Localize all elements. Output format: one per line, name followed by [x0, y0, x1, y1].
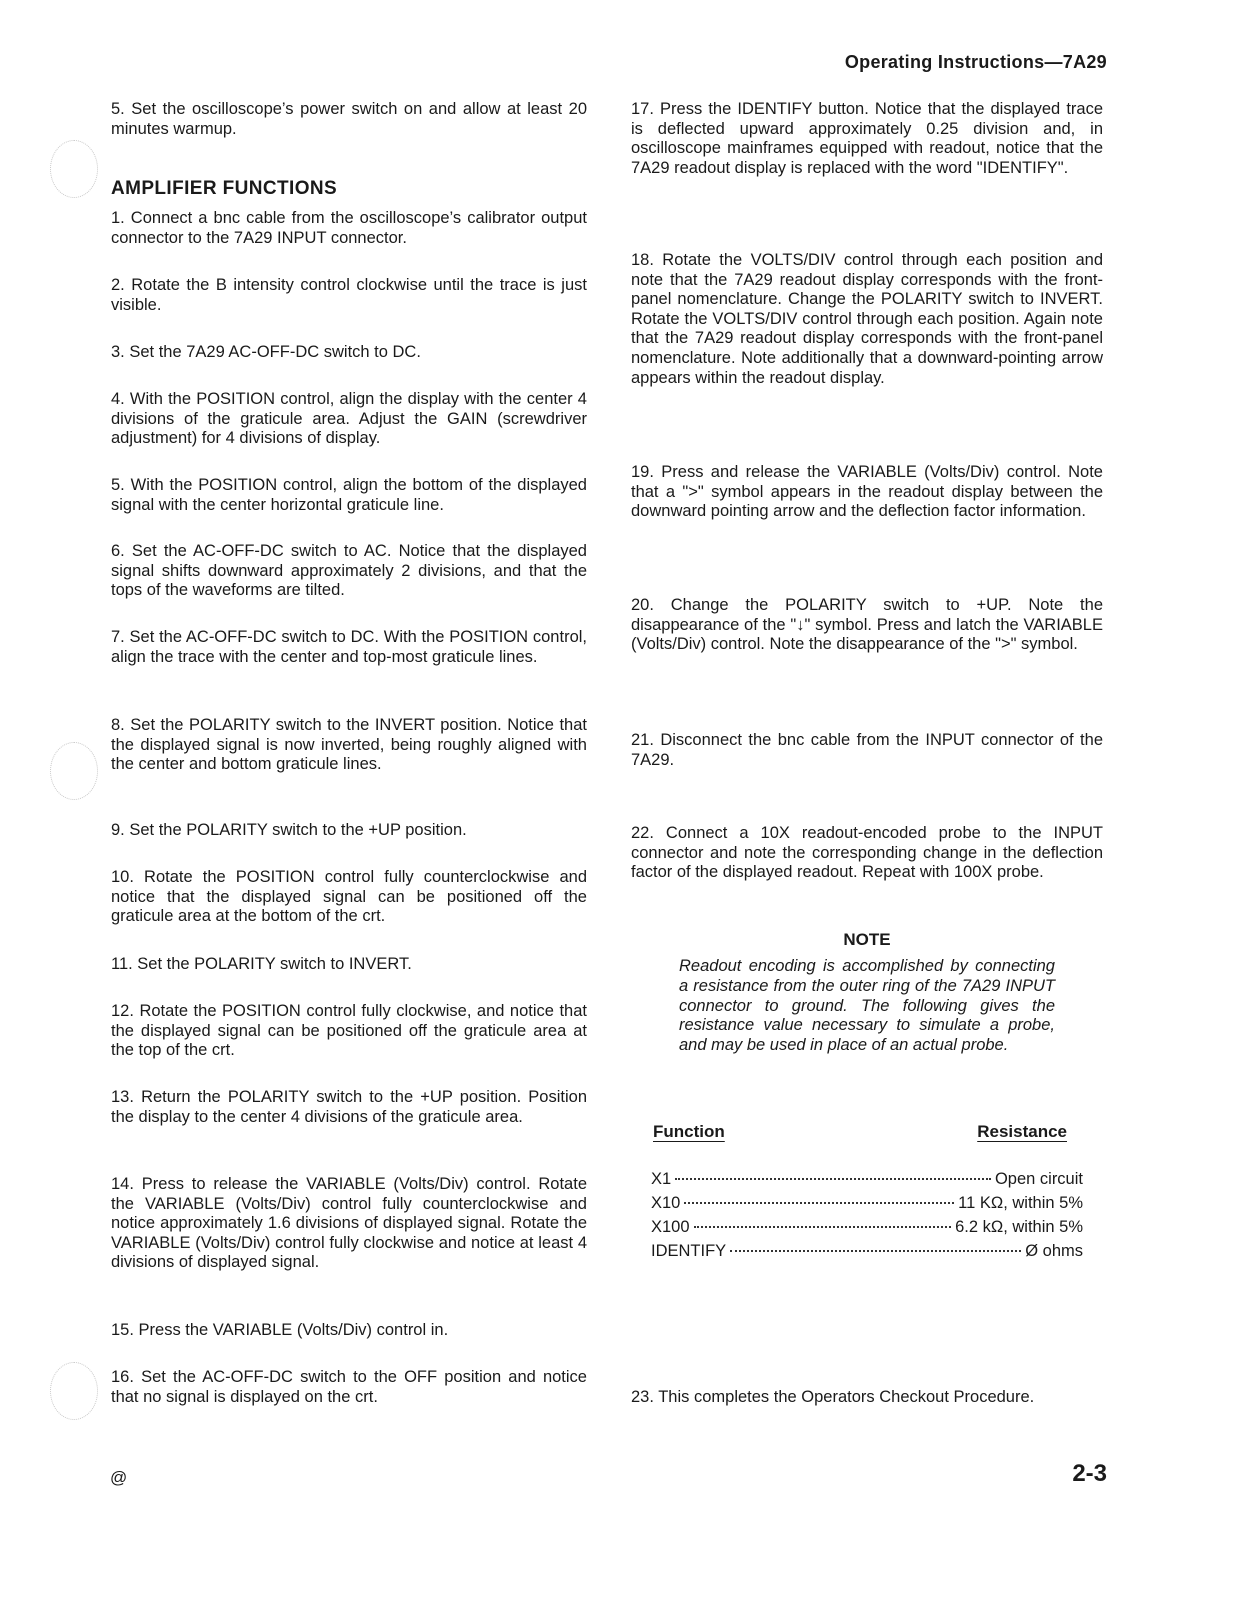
table-row — [651, 1170, 1083, 1189]
table-cell-function: X100 — [651, 1218, 690, 1236]
table-row — [651, 1194, 1083, 1213]
step-13: 13. Return the POLARITY switch to the +UP position. Position the display to the center 4 divisions of the graticule area. — [111, 1088, 587, 1126]
table-cell-resistance: Ø ohms — [1025, 1242, 1083, 1260]
table-row — [651, 1218, 1083, 1237]
table-header-resistance: Resistance — [977, 1122, 1067, 1141]
intro-step: 5. Set the oscilloscope’s power switch on and allow at least 20 minutes warmup. — [111, 100, 587, 138]
step-1: 1. Connect a bnc cable from the oscilloscope’s calibrator output connector to the 7A29 INPUT connector. — [111, 209, 587, 247]
table-cell-function: X10 — [651, 1194, 681, 1212]
punch-hole-middle — [50, 742, 98, 800]
table-cell-resistance: 11 KΩ, within 5% — [958, 1194, 1083, 1212]
step-11: 11. Set the POLARITY switch to INVERT. — [111, 955, 412, 973]
step-8: 8. Set the POLARITY switch to the INVERT position. Notice that the displayed signal is now inverted, being roughly aligned with the center and bottom graticule lines. — [111, 716, 587, 774]
leader-dots — [675, 1178, 991, 1180]
table-row — [651, 1242, 1083, 1261]
leader-dots — [730, 1250, 1021, 1252]
step-12: 12. Rotate the POSITION control fully clockwise, and notice that the displayed signal can be positioned off the graticule area at the top of the crt. — [111, 1002, 587, 1060]
table-cell-resistance: 6.2 kΩ, within 5% — [955, 1218, 1083, 1236]
table-cell-function: IDENTIFY — [651, 1242, 727, 1260]
step-7: 7. Set the AC-OFF-DC switch to DC. With the POSITION control, align the trace with the center and top-most graticule lines. — [111, 628, 587, 666]
step-23: 23. This completes the Operators Checkout Procedure. — [631, 1388, 1035, 1406]
page-number: 2-3 — [1072, 1460, 1107, 1487]
step-21: 21. Disconnect the bnc cable from the INPUT connector of the 7A29. — [631, 731, 1103, 769]
leader-dots — [684, 1202, 954, 1204]
punch-hole-bottom — [50, 1362, 98, 1420]
step-5: 5. With the POSITION control, align the bottom of the displayed signal with the center horizontal graticule line. — [111, 476, 587, 514]
punch-hole-top — [50, 140, 98, 198]
step-4: 4. With the POSITION control, align the display with the center 4 divisions of the graticule area. Adjust the GAIN (screwdriver adjustment) for 4 divisions of display. — [111, 390, 587, 448]
page-header: Operating Instructions—7A29 — [844, 52, 1107, 72]
step-19: 19. Press and release the VARIABLE (Volts/Div) control. Note that a ">" symbol appears in the readout display between the downward pointing arrow and the deflection factor information. — [631, 463, 1103, 521]
step-22: 22. Connect a 10X readout-encoded probe to the INPUT connector and note the corresponding change in the deflection factor of the displayed readout. Repeat with 100X probe. — [631, 824, 1103, 882]
table-header-function: Function — [653, 1122, 725, 1141]
section-title: AMPLIFIER FUNCTIONS — [111, 178, 338, 199]
step-3: 3. Set the 7A29 AC-OFF-DC switch to DC. — [111, 343, 421, 361]
step-20: 20. Change the POLARITY switch to +UP. Note the disappearance of the "↓" symbol. Press and latch the VARIABLE (Volts/Div) control. Note the disappearance of the ">" symbol. — [631, 596, 1103, 654]
table-cell-function: X1 — [651, 1170, 672, 1188]
note-body: Readout encoding is accomplished by connecting a resistance from the outer ring of the 7A29 INPUT connector to ground. The following gives the resistance value necessary to simulate a probe, and may be used in place of an actual probe. — [679, 957, 1055, 1055]
step-15: 15. Press the VARIABLE (Volts/Div) control in. — [111, 1321, 449, 1339]
step-14: 14. Press to release the VARIABLE (Volts/Div) control. Rotate the VARIABLE (Volts/Div) control fully counterclockwise and notice approximately 1.6 divisions of displayed signal. Rotate the VARIABLE (Volts/Div) control fully clockwise and notice at least 4 divisions of displayed signal. — [111, 1175, 587, 1272]
step-18: 18. Rotate the VOLTS/DIV control through each position and note that the 7A29 readout display corresponds with the front-panel nomenclature. Change the POLARITY switch to INVERT. Rotate the VOLTS/DIV control through each position. Again note that the 7A29 readout display corresponds with the front-panel nomenclature. Note additionally that a downward-pointing arrow appears within the readout display. — [631, 251, 1103, 387]
copyright-mark: @ — [110, 1468, 128, 1487]
step-6: 6. Set the AC-OFF-DC switch to AC. Notice that the displayed signal shifts downward approximately 2 divisions, and that the tops of the waveforms are tilted. — [111, 542, 587, 600]
step-2: 2. Rotate the B intensity control clockwise until the trace is just visible. — [111, 276, 587, 314]
step-9: 9. Set the POLARITY switch to the +UP position. — [111, 821, 467, 839]
note-title: NOTE — [843, 930, 891, 949]
step-17: 17. Press the IDENTIFY button. Notice that the displayed trace is deflected upward approximately 0.25 division and, in oscilloscope mainframes equipped with readout, notice that the 7A29 readout display is replaced with the word "IDENTIFY". — [631, 100, 1103, 177]
step-10: 10. Rotate the POSITION control fully counterclockwise and notice that the displayed signal can be positioned off the graticule area at the bottom of the crt. — [111, 868, 587, 926]
step-16: 16. Set the AC-OFF-DC switch to the OFF position and notice that no signal is displayed on the crt. — [111, 1368, 587, 1406]
leader-dots — [694, 1226, 952, 1228]
table-cell-resistance: Open circuit — [994, 1170, 1083, 1188]
